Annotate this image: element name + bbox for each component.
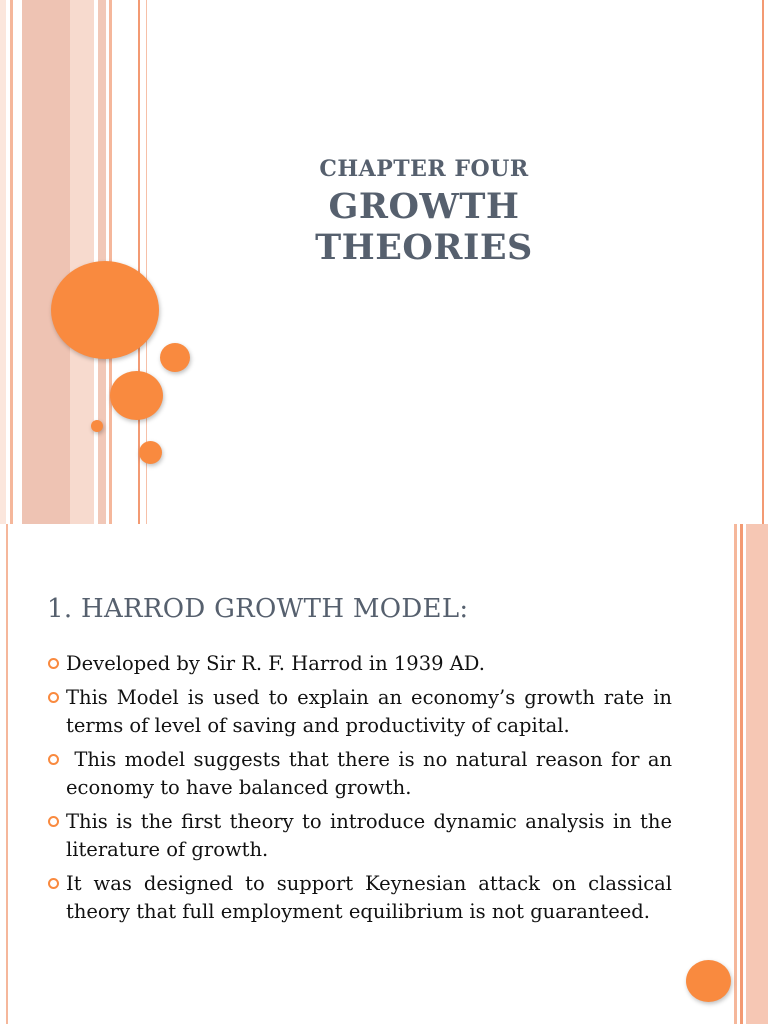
decor-stripe	[734, 524, 737, 1024]
decor-circle-large	[51, 261, 159, 359]
bullet-item	[46, 808, 672, 864]
bullet-item	[46, 746, 679, 802]
bullet-text: Developed by Sir R. F. Harrod in 1939 AD.	[66, 652, 485, 675]
bullet-ring-icon	[48, 658, 59, 669]
decor-stripe	[762, 0, 764, 524]
slide-heading: 1. HARROD GROWTH MODEL:	[47, 594, 469, 624]
bullet-ring-icon	[48, 692, 59, 703]
decor-circle-small	[139, 441, 162, 464]
bullet-text: This model suggests that there is no natural reason for an economy to have balanced growth.	[66, 748, 679, 799]
decor-circle	[686, 960, 731, 1002]
bullet-text: This is the first theory to introduce dynamic analysis in the literature of growth.	[66, 810, 672, 861]
decor-stripe	[22, 0, 70, 524]
bullet-text: It was designed to support Keynesian attack on classical theory that full employment equilibrium is not guaranteed.	[66, 872, 672, 923]
bullet-ring-icon	[48, 816, 59, 827]
bullet-item	[46, 650, 672, 678]
bullet-item	[46, 870, 672, 926]
decor-stripe	[0, 0, 6, 524]
chapter-subtitle: CHAPTER FOUR	[319, 156, 529, 182]
decor-stripe	[740, 524, 743, 1024]
decor-stripe	[746, 524, 768, 1024]
bullet-text: This Model is used to explain an economy’s growth rate in terms of level of saving and productivity of capital.	[66, 686, 672, 737]
decor-circle-medium	[110, 371, 163, 420]
decor-stripe	[10, 0, 13, 524]
decor-stripe	[6, 524, 8, 1024]
decor-circle-tiny	[91, 420, 103, 432]
bullet-ring-icon	[48, 878, 59, 889]
decor-stripe	[138, 0, 140, 524]
bullet-item	[46, 684, 672, 740]
decor-circle-small	[160, 343, 190, 372]
bullet-ring-icon	[48, 754, 59, 765]
bullet-list	[46, 650, 679, 932]
chapter-title: GROWTH THEORIES	[315, 186, 533, 268]
